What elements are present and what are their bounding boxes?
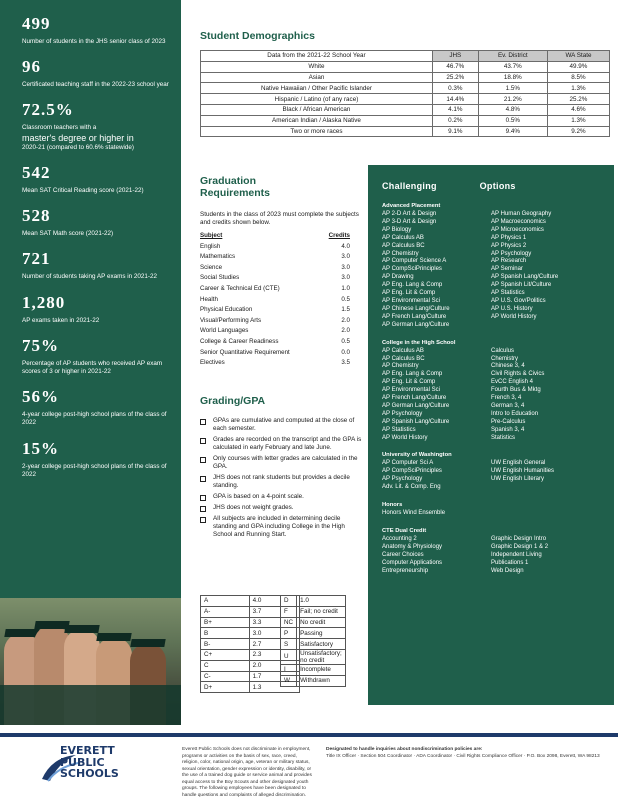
demographics-row bbox=[201, 61, 610, 72]
demographic-value: 25.2% bbox=[547, 94, 609, 105]
stat-number: 96 bbox=[22, 57, 41, 77]
credit-amount: 0.0 bbox=[341, 348, 350, 356]
course-item: AP Psychology bbox=[382, 410, 423, 417]
credit-row bbox=[200, 295, 350, 306]
course-item: AP Seminar bbox=[491, 266, 523, 273]
demographic-value: 4.8% bbox=[478, 104, 547, 115]
stat-description: Number of students in the JHS senior class of 2023 bbox=[22, 38, 166, 45]
credit-amount: 1.5 bbox=[341, 306, 350, 314]
stat-description-emphasis: master's degree or higher in bbox=[22, 132, 134, 143]
course-item: AP Calculus BC bbox=[382, 242, 425, 249]
demographic-value: 8.5% bbox=[547, 72, 609, 83]
demographics-row bbox=[201, 104, 610, 115]
stat-description: Percentage of AP students who received AP exam scores of 3 or higher in 2021-22 bbox=[22, 359, 163, 376]
course-item: Intro to Education bbox=[491, 410, 539, 417]
stat-description: AP exams taken in 2021-22 bbox=[22, 316, 100, 324]
grade-code-row bbox=[281, 675, 346, 686]
credit-amount: 3.0 bbox=[341, 253, 350, 261]
demographic-label: White bbox=[201, 61, 433, 72]
course-item: AP Environmental Sci bbox=[382, 387, 440, 394]
course-item: AP French Lang/Culture bbox=[382, 313, 447, 320]
credit-row bbox=[200, 348, 350, 359]
graduation-intro: Students in the class of 2023 must complete the subjects and credits shown below. bbox=[200, 211, 359, 226]
course-item: AP Calculus AB bbox=[382, 347, 424, 354]
stat-description: Mean SAT Math score (2021-22) bbox=[22, 230, 114, 238]
course-item: French 3, 4 bbox=[491, 395, 522, 402]
course-item: Fourth Bus & Mktg bbox=[491, 387, 541, 394]
demographic-value: 4.6% bbox=[547, 104, 609, 115]
demographic-value: 9.4% bbox=[478, 126, 547, 137]
stat-sat-math bbox=[22, 206, 171, 238]
credit-row bbox=[200, 305, 350, 316]
course-item: Chemistry bbox=[491, 355, 519, 362]
course-item: Graphic Design 1 & 2 bbox=[491, 543, 549, 550]
course-item: Spanish 3, 4 bbox=[491, 426, 525, 433]
grade-points: 1.7 bbox=[249, 671, 299, 682]
main-content bbox=[190, 10, 614, 725]
stat-description: Number of students taking AP exams in 2021-22 bbox=[22, 273, 157, 281]
stat-ap-exams bbox=[22, 293, 171, 325]
course-item: AP Psychology bbox=[491, 250, 532, 257]
course-item: AP World History bbox=[491, 313, 537, 320]
stat-teaching-staff bbox=[22, 57, 171, 89]
course-item: AP Spanish Lang/Culture bbox=[491, 274, 559, 281]
stat-number: 56% bbox=[22, 387, 59, 407]
course-item: Chinese 3, 4 bbox=[491, 363, 525, 370]
demographic-value: 43.7% bbox=[478, 61, 547, 72]
stat-description-part: 2020-21 (compared to 60.6% statewide) bbox=[22, 143, 135, 151]
grade-code: S bbox=[281, 639, 297, 650]
logo-line: PUBLIC bbox=[60, 755, 105, 769]
credit-amount: 0.5 bbox=[341, 295, 350, 303]
grade-code-meaning: 1.0 bbox=[297, 596, 346, 607]
demographic-value: 14.4% bbox=[432, 94, 478, 105]
stat-seniors bbox=[22, 14, 171, 46]
course-item: Accounting 2 bbox=[382, 536, 417, 542]
grade-code-meaning: Passing bbox=[297, 628, 346, 639]
nondiscrimination-notice: Everett Public Schools does not discriminate in employment, programs or activities on the basis of sex, race, creed, religion, color, national origin, age, veteran or military status, sexual orientation, gender expression or identity, disability, or the use of a trained dog guide or service animal and provides equal access to the Boy Scouts and other designated youth groups. The following employees have been designated to handle questions and complaints of alleged discrimination. bbox=[182, 747, 312, 798]
everett-public-schools-logo bbox=[40, 745, 158, 793]
credit-amount: 3.0 bbox=[341, 263, 350, 271]
course-item: EvCC English 4 bbox=[491, 379, 534, 386]
course-item: Pre-Calculus bbox=[491, 418, 526, 425]
grade-code: U bbox=[281, 649, 297, 664]
credit-subject: College & Career Readiness bbox=[200, 337, 279, 345]
ap-header: Advanced Placement bbox=[382, 203, 441, 209]
letter-grade: C+ bbox=[201, 649, 250, 660]
credit-subject: Career & Technical Ed (CTE) bbox=[200, 284, 280, 292]
grade-points: 4.0 bbox=[249, 596, 299, 607]
column-header: Ev. District bbox=[478, 51, 547, 62]
grade-code: I bbox=[281, 664, 297, 675]
course-item: Independent Living bbox=[491, 551, 542, 558]
demographic-label: Two or more races bbox=[201, 126, 433, 137]
course-item: AP Biology bbox=[382, 226, 412, 233]
gpa-bullet-list bbox=[200, 417, 362, 539]
letter-grade: C- bbox=[201, 671, 250, 682]
course-item: Graphic Design Intro bbox=[491, 536, 547, 542]
demographic-label: Native Hawaiian / Other Pacific Islander bbox=[201, 83, 433, 94]
grade-code: D bbox=[281, 596, 297, 607]
stat-number: 528 bbox=[22, 206, 51, 226]
logo-line: SCHOOLS bbox=[60, 767, 119, 780]
stat-4yr-college bbox=[22, 387, 171, 427]
demographic-value: 1.3% bbox=[547, 83, 609, 94]
grade-code-meaning: Unsatisfactory; no credit bbox=[297, 649, 346, 664]
course-item: AP Macroeconomics bbox=[491, 218, 546, 225]
demographic-label: Asian bbox=[201, 72, 433, 83]
contacts-text: Title IX Officer · Section 504 Coordinator · ADA Coordinator · Civil Rights Compliance Officer · P.O. Box 2098, Everett, WA 98213 bbox=[326, 753, 600, 759]
options-title-part: Options bbox=[479, 181, 516, 191]
course-item: AP U.S. Gov/Politics bbox=[491, 297, 546, 304]
gpa-bullet: GPAs are cumulative and computed at the close of each semester. bbox=[200, 417, 362, 433]
grade-code-row bbox=[281, 596, 346, 607]
course-item: AP Eng. Lit & Comp bbox=[382, 379, 436, 386]
demographic-label: American Indian / Alaska Native bbox=[201, 115, 433, 126]
demographic-value: 9.1% bbox=[432, 126, 478, 137]
course-item: AP Human Geography bbox=[491, 211, 552, 217]
contacts-block bbox=[326, 747, 608, 760]
demographics-caption: Data from the 2021-22 School Year bbox=[201, 51, 433, 62]
grade-points: 2.0 bbox=[249, 660, 299, 671]
stat-description bbox=[22, 124, 171, 152]
credit-subject: English bbox=[200, 242, 221, 250]
grade-points: 2.3 bbox=[249, 649, 299, 660]
course-item: AP German Lang/Culture bbox=[382, 321, 450, 328]
course-item: AP 2-D Art & Design bbox=[382, 211, 437, 217]
course-item: AP Statistics bbox=[491, 290, 525, 297]
credit-row bbox=[200, 358, 350, 369]
grade-points: 3.7 bbox=[249, 606, 299, 617]
course-item: AP Computer Sci A bbox=[382, 460, 434, 467]
logo-line: EVERETT bbox=[60, 744, 115, 757]
course-item: AP Statistics bbox=[382, 426, 416, 433]
stat-description-part: Classroom teachers with a bbox=[22, 124, 97, 132]
course-item: AP Chemistry bbox=[382, 363, 419, 370]
letter-grade: A- bbox=[201, 606, 250, 617]
grade-code: F bbox=[281, 606, 297, 617]
grade-code-meaning: Withdrawn bbox=[297, 675, 346, 686]
cte-header: CTE Dual Credit bbox=[382, 528, 427, 534]
demographics-row bbox=[201, 115, 610, 126]
credit-subject: Electives bbox=[200, 359, 225, 367]
course-item: Calculus bbox=[491, 347, 515, 354]
course-item: Web Design bbox=[491, 567, 524, 574]
stat-ap-students bbox=[22, 249, 171, 281]
demographics-row bbox=[201, 94, 610, 105]
course-item: AP Spanish Lit/Culture bbox=[491, 282, 552, 289]
credit-subject: Senior Quantitative Requirement bbox=[200, 348, 290, 356]
demographics-title: Student Demographics bbox=[200, 30, 315, 42]
credit-subject: World Languages bbox=[200, 327, 249, 335]
stat-description: Mean SAT Critical Reading score (2021-22) bbox=[22, 187, 144, 195]
grade-codes-table bbox=[280, 595, 346, 687]
demographic-value: 46.7% bbox=[432, 61, 478, 72]
gpa-title: Grading/GPA bbox=[200, 395, 266, 407]
credit-row bbox=[200, 252, 350, 263]
grade-code-row bbox=[281, 649, 346, 664]
stat-number: 721 bbox=[22, 249, 51, 269]
course-item: Career Choices bbox=[382, 551, 424, 558]
credit-subject: Physical Education bbox=[200, 306, 253, 314]
options-title-part: Challenging bbox=[382, 181, 437, 191]
course-item: AP Spanish Lang/Culture bbox=[382, 418, 450, 425]
course-item: AP French Lang/Culture bbox=[382, 395, 447, 402]
contacts-title: Designated to handle inquiries about nondiscrimination policies are: bbox=[326, 747, 483, 752]
footer bbox=[0, 733, 618, 800]
demographic-label: Hispanic / Latino (of any race) bbox=[201, 94, 433, 105]
demographic-value: 1.3% bbox=[547, 115, 609, 126]
stat-number: 75% bbox=[22, 335, 59, 355]
course-item: AP Eng. Lang & Comp bbox=[382, 282, 443, 289]
course-item: AP Eng. Lang & Comp bbox=[382, 371, 443, 378]
course-item: Entrepreneurship bbox=[382, 567, 429, 574]
credits-header bbox=[200, 231, 350, 242]
course-item: AP Physics 2 bbox=[491, 242, 527, 249]
grade-points: 1.3 bbox=[249, 682, 299, 693]
uw-courses bbox=[382, 460, 600, 492]
credit-amount: 0.5 bbox=[341, 337, 350, 345]
grade-points: 2.7 bbox=[249, 639, 299, 650]
course-item: AP Eng. Lit & Comp bbox=[382, 290, 436, 297]
stat-number: 542 bbox=[22, 163, 51, 183]
course-item: German 3, 4 bbox=[491, 402, 525, 409]
gpa-bullet: Only courses with letter grades are calculated in the GPA. bbox=[200, 455, 362, 471]
stat-sat-reading bbox=[22, 163, 171, 195]
logo-text bbox=[60, 745, 119, 780]
grade-code-row bbox=[281, 664, 346, 675]
course-item: AP CompSciPrinciples bbox=[382, 468, 442, 475]
course-item: Statistics bbox=[491, 434, 516, 441]
course-item: Computer Applications bbox=[382, 559, 443, 566]
demographic-label: Black / African American bbox=[201, 104, 433, 115]
column-header: WA State bbox=[547, 51, 609, 62]
course-item: AP German Lang/Culture bbox=[382, 402, 450, 409]
grade-points: 3.3 bbox=[249, 617, 299, 628]
demographic-value: 1.5% bbox=[478, 83, 547, 94]
chs-header: College in the High School bbox=[382, 339, 456, 346]
course-item: AP Research bbox=[491, 258, 527, 265]
course-item: AP Computer Science A bbox=[382, 258, 447, 265]
gpa-bullet: Grades are recorded on the transcript and the GPA is calculated in early February and late June. bbox=[200, 436, 362, 452]
demographic-value: 0.5% bbox=[478, 115, 547, 126]
stats-sidebar bbox=[0, 0, 181, 598]
credit-subject: Science bbox=[200, 263, 223, 271]
credit-row bbox=[200, 263, 350, 274]
demographic-value: 9.2% bbox=[547, 126, 609, 137]
letter-grade: C bbox=[201, 660, 250, 671]
stat-number: 15% bbox=[22, 438, 59, 458]
course-item: AP Chinese Lang/Culture bbox=[382, 305, 450, 312]
credit-subject: Mathematics bbox=[200, 253, 236, 261]
course-item: Adv. Lit. & Comp. Eng bbox=[382, 484, 441, 491]
course-item: AP CompSciPrinciples bbox=[382, 266, 442, 273]
course-item: AP Chemistry bbox=[382, 250, 419, 257]
course-item: AP 3-D Art & Design bbox=[382, 218, 437, 225]
course-item: AP Calculus AB bbox=[382, 234, 424, 241]
credit-amount: 1.0 bbox=[341, 284, 350, 292]
stat-description: 4-year college post-high school plans of the class of 2022 bbox=[22, 411, 167, 427]
grade-code-meaning: Satisfactory bbox=[297, 639, 346, 650]
course-item: UW English Literary bbox=[491, 476, 545, 483]
letter-grade: A bbox=[201, 596, 250, 607]
honors-courses bbox=[382, 510, 600, 518]
stat-2yr-college bbox=[22, 439, 171, 479]
course-item: UW English General bbox=[491, 460, 546, 467]
ap-courses bbox=[382, 211, 600, 330]
course-item: AP Microeconomics bbox=[491, 226, 544, 233]
credit-row bbox=[200, 326, 350, 337]
demographic-value: 18.8% bbox=[478, 72, 547, 83]
graduation-cap bbox=[130, 639, 165, 647]
letter-grade: D+ bbox=[201, 682, 250, 693]
credits-list bbox=[200, 231, 350, 369]
subject-header: Subject bbox=[200, 232, 223, 239]
credit-amount: 4.0 bbox=[341, 242, 350, 250]
honors-header: Honors bbox=[382, 502, 403, 509]
demographics-table bbox=[200, 50, 610, 137]
gpa-bullet: GPA is based on a 4-point scale. bbox=[200, 493, 362, 501]
grade-code-row bbox=[281, 617, 346, 628]
credit-subject: Health bbox=[200, 295, 218, 303]
grade-code: P bbox=[281, 628, 297, 639]
gpa-bullet: All subjects are included in determining decile standing and GPA including College in the High School and Running Start. bbox=[200, 515, 362, 539]
course-item: Anatomy & Physiology bbox=[382, 543, 443, 550]
graduation-requirements bbox=[200, 175, 360, 369]
stat-ap-pass-rate bbox=[22, 336, 171, 376]
graduation-cap bbox=[64, 625, 99, 633]
grade-code-row bbox=[281, 628, 346, 639]
demographic-value: 21.2% bbox=[478, 94, 547, 105]
challenging-options-panel bbox=[368, 165, 614, 705]
graduation-title bbox=[200, 175, 360, 199]
demographic-value: 49.9% bbox=[547, 61, 609, 72]
credit-amount: 2.0 bbox=[341, 327, 350, 335]
graduation-title-line2: Requirements bbox=[200, 187, 271, 199]
chs-courses bbox=[382, 348, 600, 443]
grading-gpa bbox=[200, 395, 362, 542]
grade-code-row bbox=[281, 639, 346, 650]
course-item: Civil Rights & Civics bbox=[491, 371, 545, 378]
credits-header-label: Credits bbox=[328, 232, 350, 239]
graduation-cap bbox=[96, 633, 131, 641]
graduation-gowns bbox=[0, 685, 181, 725]
credit-subject: Visual/Performing Arts bbox=[200, 316, 262, 324]
uw-header: University of Washington bbox=[382, 452, 452, 459]
gpa-bullet: JHS does not weight grades. bbox=[200, 504, 362, 512]
course-item: Publications 1 bbox=[491, 559, 529, 566]
credit-row bbox=[200, 284, 350, 295]
column-header: JHS bbox=[432, 51, 478, 62]
credit-amount: 3.0 bbox=[341, 274, 350, 282]
credit-row bbox=[200, 337, 350, 348]
graduates-photo bbox=[0, 598, 181, 725]
grade-code-meaning: Incomplete bbox=[297, 664, 346, 675]
options-title bbox=[382, 181, 600, 191]
credit-row bbox=[200, 273, 350, 284]
course-item: AP U.S. History bbox=[491, 305, 533, 312]
course-item: AP Drawing bbox=[382, 274, 414, 281]
stat-number: 499 bbox=[22, 14, 51, 33]
stat-description: 2-year college post-high school plans of the class of 2022 bbox=[22, 462, 167, 478]
letter-grade: B bbox=[201, 628, 250, 639]
credit-amount: 2.0 bbox=[341, 316, 350, 324]
demographics-row bbox=[201, 83, 610, 94]
credit-row bbox=[200, 316, 350, 327]
grade-points: 3.0 bbox=[249, 628, 299, 639]
demographic-value: 25.2% bbox=[432, 72, 478, 83]
graduation-title-line1: Graduation bbox=[200, 175, 257, 187]
stat-description: Certificated teaching staff in the 2022-23 school year bbox=[22, 81, 169, 89]
gpa-bullet: JHS does not rank students but provides a decile standing. bbox=[200, 474, 362, 490]
letter-grade: B+ bbox=[201, 617, 250, 628]
course-item: Honors Wind Ensemble bbox=[382, 510, 446, 517]
demographic-value: 4.1% bbox=[432, 104, 478, 115]
demographics-row bbox=[201, 72, 610, 83]
demographic-value: 0.2% bbox=[432, 115, 478, 126]
letter-grade: B- bbox=[201, 639, 250, 650]
course-item: AP Physics 1 bbox=[491, 234, 527, 241]
course-item: AP World History bbox=[382, 434, 428, 441]
grade-code-meaning: Fail; no credit bbox=[297, 606, 346, 617]
grade-code: W bbox=[281, 675, 297, 686]
grade-code: NC bbox=[281, 617, 297, 628]
credit-subject: Social Studies bbox=[200, 274, 240, 282]
course-item: UW English Humanities bbox=[491, 468, 555, 475]
credit-row bbox=[200, 242, 350, 253]
demographic-value: 0.3% bbox=[432, 83, 478, 94]
course-item: AP Calculus BC bbox=[382, 355, 425, 362]
demographics-row bbox=[201, 126, 610, 137]
grade-code-meaning: No credit bbox=[297, 617, 346, 628]
course-item: AP Psychology bbox=[382, 476, 423, 483]
stat-number: 1,280 bbox=[22, 292, 66, 312]
course-item: AP Environmental Sci bbox=[382, 297, 440, 304]
stat-number: 72.5% bbox=[22, 100, 74, 120]
cte-courses bbox=[382, 536, 600, 576]
stat-masters-degree bbox=[22, 100, 171, 152]
grade-code-row bbox=[281, 606, 346, 617]
credit-amount: 3.5 bbox=[341, 359, 350, 367]
